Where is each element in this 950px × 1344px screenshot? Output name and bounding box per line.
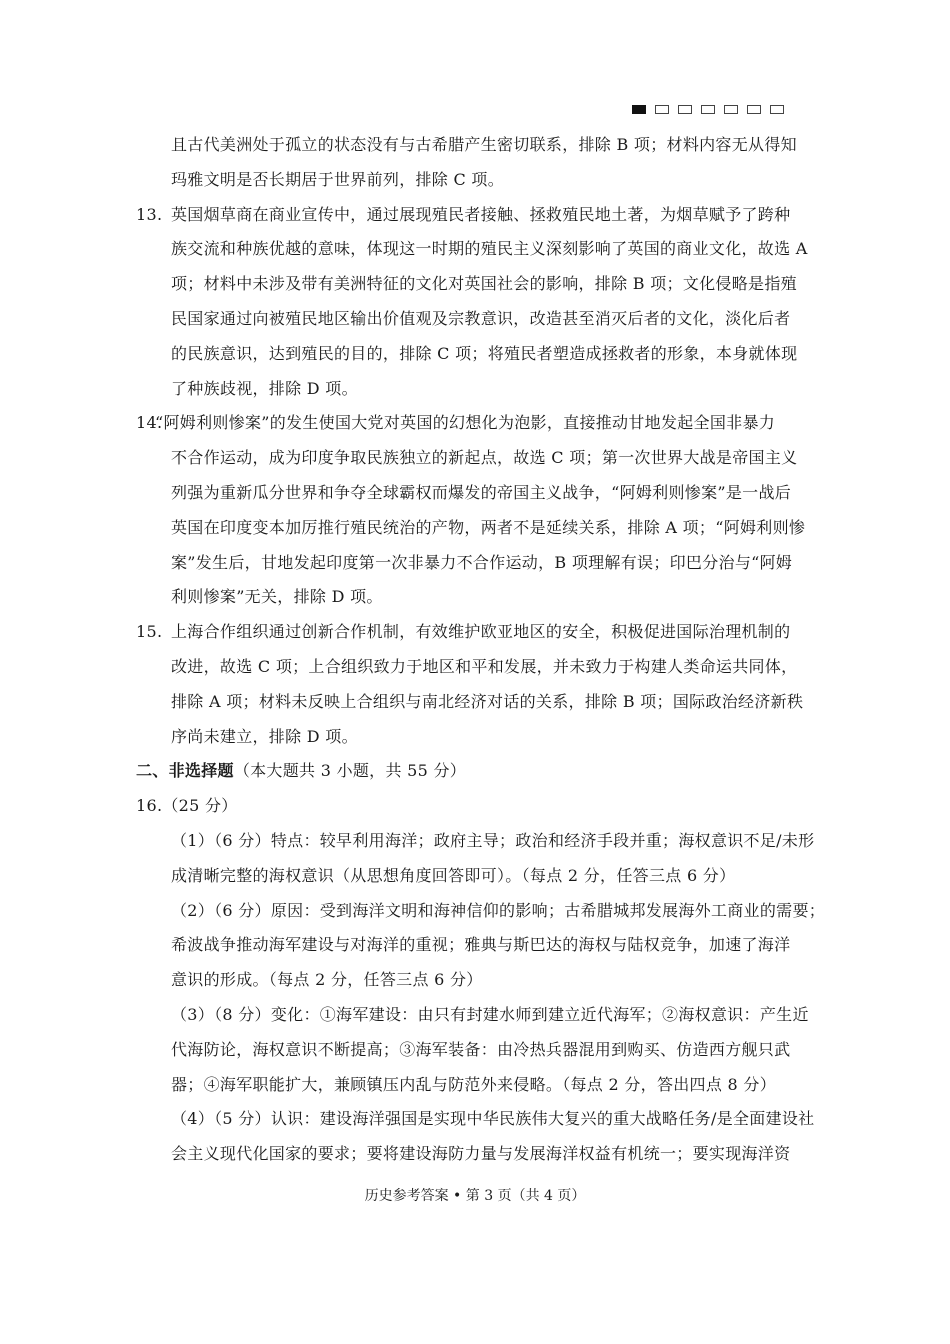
line-text: 英国烟草商在商业宣传中，通过展现殖民者接触、拯救殖民地土著，为烟草赋予了跨种	[171, 204, 791, 224]
text-line	[0, 1068, 950, 1103]
line-text: （1）（6 分）特点：较早利用海洋；政府主导；政治和经济手段并重；海权意识不足/未形	[171, 830, 815, 850]
line-text: 列强为重新瓜分世界和争夺全球霸权而爆发的帝国主义战争，“阿姆利则惨案”是一战后	[171, 482, 792, 502]
line-text: 成清晰完整的海权意识（从思想角度回答即可）。（每点 2 分，任答三点 6 分）	[171, 865, 736, 885]
line-text: 代海防论，海权意识不断提高；③海军装备：由冷热兵器混用到购买、仿造西方舰只武	[171, 1039, 791, 1059]
line-text: 16.（25 分）	[136, 796, 238, 816]
line-text: 上海合作组织通过创新合作机制，有效维护欧亚地区的安全，积极促进国际治理机制的	[171, 622, 791, 642]
line-text: 玛雅文明是否长期居于世界前列，排除 C 项。	[171, 169, 505, 189]
line-text: 且古代美洲处于孤立的状态没有与古希腊产生密切联系，排除 B 项；材料内容无从得知	[171, 135, 797, 154]
text-line	[0, 163, 950, 198]
section-heading: 二、非选择题	[136, 761, 234, 781]
answer-content	[0, 128, 950, 1172]
question-number: 15.	[136, 622, 163, 642]
line-text: 序尚未建立，排除 D 项。	[171, 726, 358, 746]
text-line	[0, 337, 950, 372]
text-line	[0, 928, 950, 963]
line-text: 二、非选择题（本大题共 3 小题，共 55 分）	[136, 761, 467, 781]
text-line	[0, 1137, 950, 1172]
line-text: 意识的形成。（每点 2 分，任答三点 6 分）	[171, 970, 483, 990]
text-line	[0, 406, 950, 441]
line-text: 族交流和种族优越的意味，体现这一时期的殖民主义深刻影响了英国的商业文化，故选 A	[171, 239, 808, 259]
text-line	[0, 198, 950, 233]
page-indicator	[632, 105, 784, 114]
line-text: 项；材料中未涉及带有美洲特征的文化对英国社会的影响，排除 B 项；文化侵略是指殖	[171, 274, 797, 294]
line-text: 希波战争推动海军建设与对海洋的重视；雅典与斯巴达的海权与陆权竞争，加速了海洋	[171, 935, 791, 955]
page-marker	[747, 105, 761, 114]
text-line	[0, 372, 950, 407]
text-line	[0, 824, 950, 859]
page-marker	[678, 105, 692, 114]
text-line	[0, 302, 950, 337]
text-line	[0, 615, 950, 650]
line-text: 不合作运动，成为印度争取民族独立的新起点，故选 C 项；第一次世界大战是帝国主义	[171, 448, 798, 468]
question-number: 13.	[136, 204, 163, 224]
page-marker	[770, 105, 784, 114]
text-line	[0, 476, 950, 511]
text-line	[0, 511, 950, 546]
text-line	[0, 650, 950, 685]
line-text: 英国在印度变本加厉推行殖民统治的产物，两者不是延续关系，排除 A 项；“阿姆利则惨	[171, 517, 806, 537]
line-text: 会主义现代化国家的要求；要将建设海防力量与发展海洋权益有机统一；要实现海洋资	[171, 1144, 791, 1164]
page-marker	[632, 105, 646, 114]
line-text: （3）（8 分）变化：①海军建设：由只有封建水师到建立近代海军；②海权意识：产生近	[171, 1004, 809, 1024]
line-text: 了种族歧视，排除 D 项。	[171, 378, 358, 398]
text-line	[0, 685, 950, 720]
text-line	[0, 267, 950, 302]
line-text: 排除 A 项；材料未反映上合组织与南北经济对话的关系，排除 B 项；国际政治经济新秩	[171, 691, 804, 711]
page-footer: 历史参考答案 • 第 3 页（共 4 页）	[364, 1188, 586, 1204]
line-text: （2）（6 分）原因：受到海洋文明和海神信仰的影响；古希腊城邦发展海外工商业的需要；	[171, 900, 826, 920]
text-line	[0, 546, 950, 581]
text-line	[0, 1033, 950, 1068]
text-line	[0, 789, 950, 824]
text-line	[0, 232, 950, 267]
text-line	[0, 894, 950, 929]
page-marker	[701, 105, 715, 114]
text-line	[0, 128, 950, 163]
page-marker	[724, 105, 738, 114]
text-line	[0, 441, 950, 476]
line-text: （4）（5 分）认识：建设海洋强国是实现中华民族伟大复兴的重大战略任务/是全面建设社	[171, 1109, 815, 1129]
line-text: 器；④海军职能扩大，兼顾镇压内乱与防范外来侵略。（每点 2 分，答出四点 8 分）	[171, 1074, 777, 1094]
text-line	[0, 1102, 950, 1137]
line-text: 案”发生后，甘地发起印度第一次非暴力不合作运动，B 项理解有误；印巴分治与“阿姆	[171, 552, 793, 572]
text-line	[0, 998, 950, 1033]
question-number: 14.	[136, 413, 163, 433]
text-line	[0, 580, 950, 615]
text-line	[0, 754, 950, 789]
page-marker	[655, 105, 669, 114]
line-text: 民国家通过向被殖民地区输出价值观及宗教意识，改造甚至消灭后者的文化，淡化后者	[171, 308, 791, 328]
text-line	[0, 720, 950, 755]
line-text: 利则惨案”无关，排除 D 项。	[171, 587, 383, 607]
line-text: 的民族意识，达到殖民的目的，排除 C 项；将殖民者塑造成拯救者的形象，本身就体现	[171, 343, 798, 363]
text-line	[0, 859, 950, 894]
line-text: “阿姆利则惨案”的发生使国大党对英国的幻想化为泡影，直接推动甘地发起全国非暴力	[155, 413, 776, 433]
line-text: 改进，故选 C 项；上合组织致力于地区和平和发展，并未致力于构建人类命运共同体，	[171, 656, 798, 676]
text-line	[0, 963, 950, 998]
